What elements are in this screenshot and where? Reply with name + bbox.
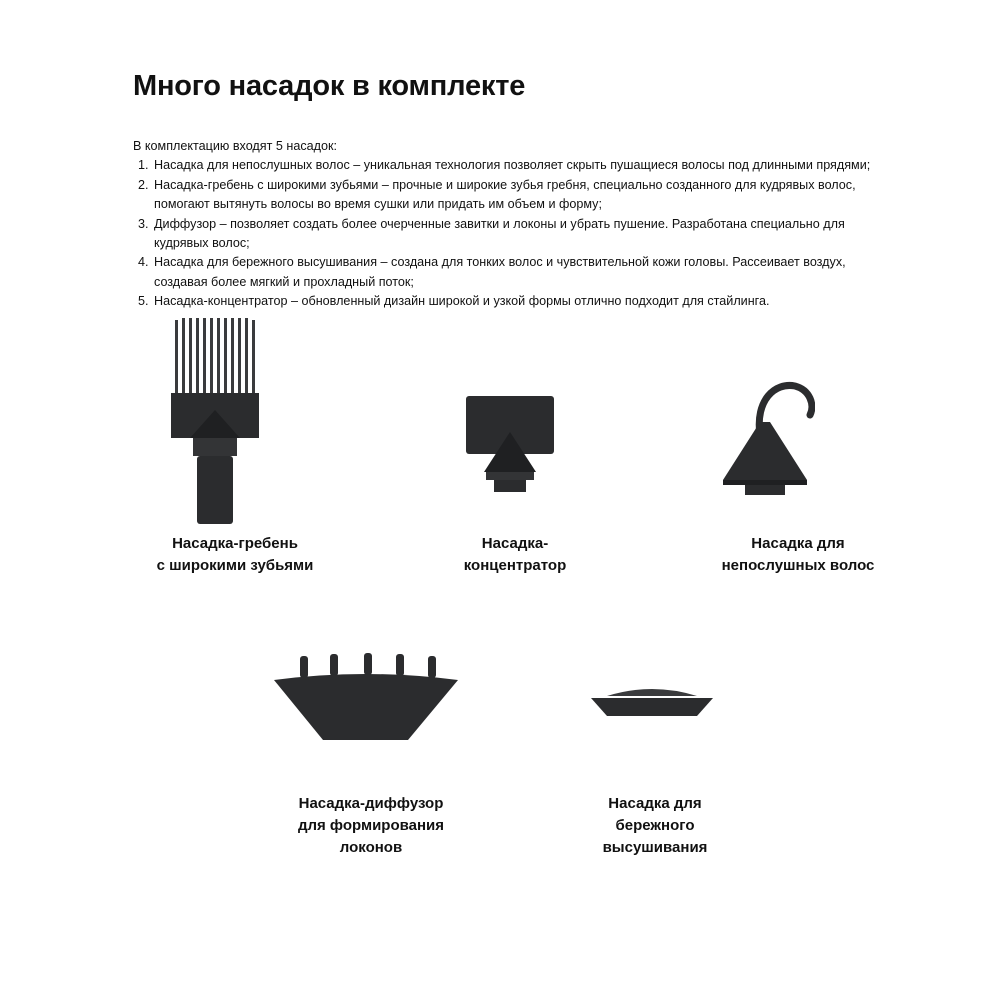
gentle-dryer-image xyxy=(587,680,717,720)
diffuser-image xyxy=(268,650,463,745)
label-line: Насадка-гребень xyxy=(172,535,298,552)
list-item: 5. Насадка-концентратор – обновленный дизайн широкой и узкой формы отлично подходит для стайлинга. xyxy=(152,292,893,311)
list-item: 1. Насадка для непослушных волос – уникальная технология позволяет скрыть пушащиеся волосы под длинными прядями; xyxy=(152,156,893,175)
label-line: Насадка для xyxy=(751,535,845,552)
label-diffuser xyxy=(261,793,481,859)
label-gentle xyxy=(545,793,765,859)
wide-tooth-comb-image xyxy=(165,315,265,530)
list-item: 4. Насадка для бережного высушивания – создана для тонких волос и чувствительной кожи головы. Рассеивает воздух, создавая более мягкий и прохладный поток; xyxy=(152,253,893,292)
label-line: непослушных волос xyxy=(721,557,875,574)
label-comb xyxy=(125,533,345,577)
intro-text: В комплектацию входят 5 насадок: xyxy=(133,139,337,153)
smoothing-nozzle-image xyxy=(715,380,815,498)
label-smoothing xyxy=(688,533,908,577)
label-line: высушивания xyxy=(602,839,708,856)
attachments-list xyxy=(133,156,893,311)
label-concentrator xyxy=(405,533,625,577)
page-title: Много насадок в комплекте xyxy=(133,70,526,102)
label-line: Насадка для xyxy=(608,795,702,812)
list-item: 3. Диффузор – позволяет создать более очерченные завитки и локоны и убрать пушение. Разработана специально для кудрявых волос; xyxy=(152,215,893,254)
label-line: бережного xyxy=(615,817,695,834)
label-line: Насадка-диффузор xyxy=(298,795,444,812)
list-item: 2. Насадка-гребень с широкими зубьями – прочные и широкие зубья гребня, специально созданного для кудрявых волос, помогают вытянуть волосы во время сушки или придать им объем и форму; xyxy=(152,176,893,215)
label-line: локонов xyxy=(339,839,403,856)
concentrator-image xyxy=(462,392,558,498)
label-line: для формирования xyxy=(297,817,445,834)
label-line: Насадка- xyxy=(481,535,549,552)
label-line: с широкими зубьями xyxy=(156,557,314,574)
label-line: концентратор xyxy=(463,557,567,574)
description xyxy=(133,137,893,312)
